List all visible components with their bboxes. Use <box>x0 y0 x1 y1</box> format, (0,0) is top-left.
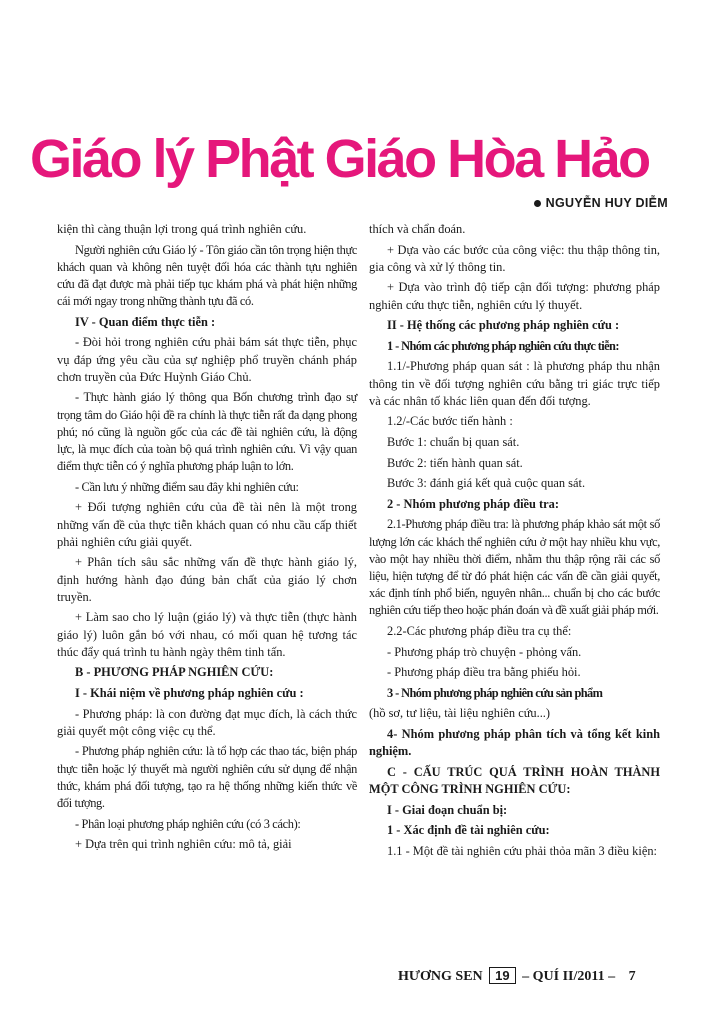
left-column <box>57 221 357 857</box>
paragraph: - Phương pháp điều tra bằng phiếu hỏi. <box>387 665 581 680</box>
paragraph: + Đối tượng nghiên cứu của đề tài nên là một trong những vấn đề của thực tiễn khách quan có nhu cầu cấp thiết phải nghiên cứu giải quyết. <box>57 500 357 549</box>
paragraph: - Phương pháp nghiên cứu: là tổ hợp các thao tác, biện pháp thực tiễn hoặc lý thuyết mà người nghiên cứu sử dụng để nhận thức, khám phá đối tượng, tạo ra hệ thống những kiến thức về đối tượng. <box>57 744 357 810</box>
issue-number: 19 <box>489 967 515 984</box>
author-name: NGUYỄN HUY DIỄM <box>545 196 668 210</box>
subsection-heading: 1 - Nhóm các phương pháp nghiên cứu thực tiễn: <box>387 338 619 353</box>
paragraph: Bước 2: tiến hành quan sát. <box>387 455 523 470</box>
section-heading: IV - Quan điểm thực tiễn : <box>75 314 216 329</box>
author-byline <box>534 196 668 210</box>
bullet-icon <box>534 200 541 207</box>
paragraph: - Thực hành giáo lý thông qua Bốn chương trình đạo sự trọng tâm do Giáo hội đề ra chính là thực tiễn rất đa dạng phong phú; nó cũng là nguồn gốc của các đề tài nghiên cứu, là động lực, là mục đích của toàn bộ quá trình nghiên cứu. Vì vậy quan điểm thực tiễn có ý nghĩa phương pháp luận to lớn. <box>57 390 357 474</box>
section-heading: II - Hệ thống các phương pháp nghiên cứu : <box>387 318 620 333</box>
paragraph: - Phương pháp trò chuyện - phỏng vấn. <box>387 644 582 659</box>
subsection-heading: 3 - Nhóm phương pháp nghiên cứu sản phẩm <box>387 685 603 700</box>
page-footer <box>398 967 636 985</box>
subsection-heading: I - Khái niệm về phương pháp nghiên cứu : <box>75 685 304 700</box>
paragraph: + Dựa vào trình độ tiếp cận đối tượng: phương pháp nghiên cứu thực tiễn, nghiên cứu lý thuyết. <box>369 280 660 312</box>
subsection-heading: 2 - Nhóm phương pháp điều tra: <box>387 496 559 511</box>
paragraph: + Dựa trên qui trình nghiên cứu: mô tả, giải <box>75 837 292 852</box>
paragraph: - Đòi hỏi trong nghiên cứu phải bám sát thực tiễn, phục vụ đáp ứng yêu cầu của sự nghiệp phổ truyền chánh pháp chơn truyền của Đức Huỳnh Giáo Chủ. <box>57 335 357 384</box>
paragraph: + Phân tích sâu sắc những vấn đề thực hành giáo lý, định hướng hành đạo đúng bản chất của giáo lý chơn truyền. <box>57 555 357 604</box>
subsection-heading: I - Giai đoạn chuẩn bị: <box>387 802 508 817</box>
subsection-heading: 1 - Xác định đề tài nghiên cứu: <box>387 823 550 838</box>
paragraph: Bước 3: đánh giá kết quả cuộc quan sát. <box>387 476 586 491</box>
paragraph: kiện thì càng thuận lợi trong quá trình nghiên cứu. <box>57 222 307 236</box>
paragraph: + Làm sao cho lý luận (giáo lý) và thực tiễn (thực hành giáo lý) luôn gắn bó với nhau, có mối quan hệ tương tác thúc đẩy quá trình tu hành ngày thêm tinh tấn. <box>57 610 357 659</box>
paragraph: - Phân loại phương pháp nghiên cứu (có 3 cách): <box>75 816 301 831</box>
right-column <box>369 221 660 863</box>
paragraph: thích và chẩn đoán. <box>369 222 466 236</box>
paragraph: 2.1-Phương pháp điều tra: là phương pháp khảo sát một số lượng lớn các khách thể nghiên cứu ở một hay nhiều khu vực, vào một hay nhiều thời điểm, nhằm thu thập rộng rãi các số liệu, hiện tượng để từ đó phát hiện các vấn đề cần giải quyết, xác định tính phổ biến, nguyên nhân... chuẩn bị cho các bước nghiên cứu tiếp theo hoặc phán đoán và đề xuất giải pháp mới. <box>369 517 660 618</box>
paragraph: 1.1 - Một đề tài nghiên cứu phải thỏa mãn 3 điều kiện: <box>387 843 657 858</box>
paragraph: 1.1/-Phương pháp quan sát : là phương pháp thu nhận thông tin về đối tượng nghiên cứu bằng tri giác trực tiếp và các nhân tố khác liên quan đến đối tượng. <box>369 359 660 408</box>
paragraph: 2.2-Các phương pháp điều tra cụ thể: <box>387 623 572 638</box>
magazine-name: HƯƠNG SEN <box>398 969 483 984</box>
paragraph: Bước 1: chuẩn bị quan sát. <box>387 434 520 449</box>
article-title: Giáo lý Phật Giáo Hòa Hảo <box>30 129 649 189</box>
issue-period: – QUÍ II/2011 – <box>522 969 616 984</box>
paragraph: Người nghiên cứu Giáo lý - Tôn giáo cần tôn trọng hiện thực khách quan và không nên tuyệt đối hóa các thành tựu nghiên cứu đã đạt được mà phải tiếp tục khám phá và phát hiện những cái mới ngay trong những thành tựu đã có. <box>57 242 357 309</box>
paragraph: + Dựa vào các bước của công việc: thu thập thông tin, gia công và xử lý thông tin. <box>369 242 660 274</box>
page-number: 7 <box>628 969 636 984</box>
paragraph: (hồ sơ, tư liệu, tài liệu nghiên cứu...) <box>369 706 551 721</box>
paragraph: 1.2/-Các bước tiến hành : <box>387 414 513 429</box>
section-heading: C - CẤU TRÚC QUÁ TRÌNH HOÀN THÀNH MỘT CÔNG TRÌNH NGHIÊN CỨU: <box>369 764 660 796</box>
paragraph: - Cần lưu ý những điểm sau đây khi nghiên cứu: <box>75 479 299 494</box>
section-heading: B - PHƯƠNG PHÁP NGHIÊN CỨU: <box>75 665 274 680</box>
paragraph: - Phương pháp: là con đường đạt mục đích, là cách thức giải quyết một công việc cụ thể. <box>57 706 357 738</box>
subsection-heading: 4- Nhóm phương pháp phân tích và tổng kết kinh nghiệm. <box>369 726 660 759</box>
